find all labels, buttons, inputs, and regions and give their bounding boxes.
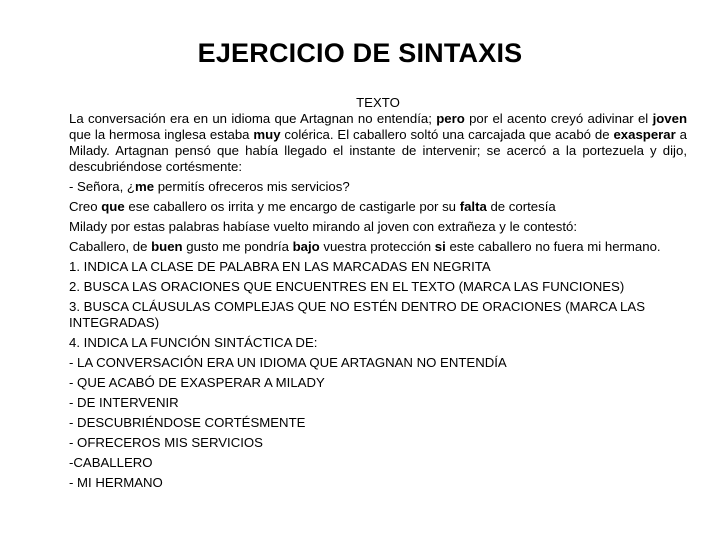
instruction-item: 1. INDICA LA CLASE DE PALABRA EN LAS MARCADAS EN NEGRITA bbox=[69, 259, 491, 274]
text-paragraph: Milady por estas palabras habíase vuelto mirando al joven con extrañeza y le contestó: bbox=[69, 219, 578, 234]
bold-word: si bbox=[434, 239, 446, 254]
bold-word: que bbox=[101, 199, 125, 214]
instruction-item: - QUE ACABÓ DE EXASPERAR A MILADY bbox=[69, 375, 325, 390]
bold-word: bajo bbox=[292, 239, 320, 254]
instruction-item: - OFRECEROS MIS SERVICIOS bbox=[69, 435, 263, 450]
instruction-item: 2. BUSCA LAS ORACIONES QUE ENCUENTRES EN EL TEXTO (MARCA LAS FUNCIONES) bbox=[69, 279, 625, 294]
bold-word: falta bbox=[459, 199, 487, 214]
instruction-item: - MI HERMANO bbox=[69, 475, 163, 490]
text-paragraph: La conversación era en un idioma que Artagnan no entendía; pero por el acento creyó adivinar el joven que la hermosa inglesa estaba muy colérica. El caballero soltó una carcajada que acabó de exasperar a Milady. Artagnan pensó que había llegado el instante de intervenir; se acercó a la portezuela y dijo, descubriéndose cortésmente: bbox=[69, 111, 688, 174]
text-paragraph: - Señora, ¿me permitís ofreceros mis servicios? bbox=[69, 179, 350, 194]
instruction-item: 4. INDICA LA FUNCIÓN SINTÁCTICA DE: bbox=[69, 335, 318, 350]
text-paragraph: Caballero, de buen gusto me pondría bajo vuestra protección si este caballero no fuera mi hermano. bbox=[69, 239, 661, 254]
page-title: EJERCICIO DE SINTAXIS bbox=[197, 38, 523, 68]
instruction-item: - DE INTERVENIR bbox=[69, 395, 179, 410]
instruction-item: - LA CONVERSACIÓN ERA UN IDIOMA QUE ARTAGNAN NO ENTENDÍA bbox=[69, 355, 507, 370]
instruction-item: 3. BUSCA CLÁUSULAS COMPLEJAS QUE NO ESTÉN DENTRO DE ORACIONES (MARCA LAS INTEGRADAS) bbox=[69, 299, 645, 330]
bold-word: buen bbox=[151, 239, 183, 254]
text-paragraph: Creo que ese caballero os irrita y me encargo de castigarle por su falta de cortesía bbox=[69, 199, 556, 214]
section-heading: TEXTO bbox=[356, 95, 400, 110]
bold-word: pero bbox=[436, 111, 465, 126]
instruction-item: - DESCUBRIÉNDOSE CORTÉSMENTE bbox=[69, 415, 306, 430]
document-body bbox=[69, 95, 687, 495]
bold-word: exasperar bbox=[613, 127, 676, 142]
bold-word: me bbox=[134, 179, 155, 194]
bold-word: muy bbox=[253, 127, 281, 142]
instruction-item: -CABALLERO bbox=[69, 455, 153, 470]
bold-word: joven bbox=[652, 111, 688, 126]
